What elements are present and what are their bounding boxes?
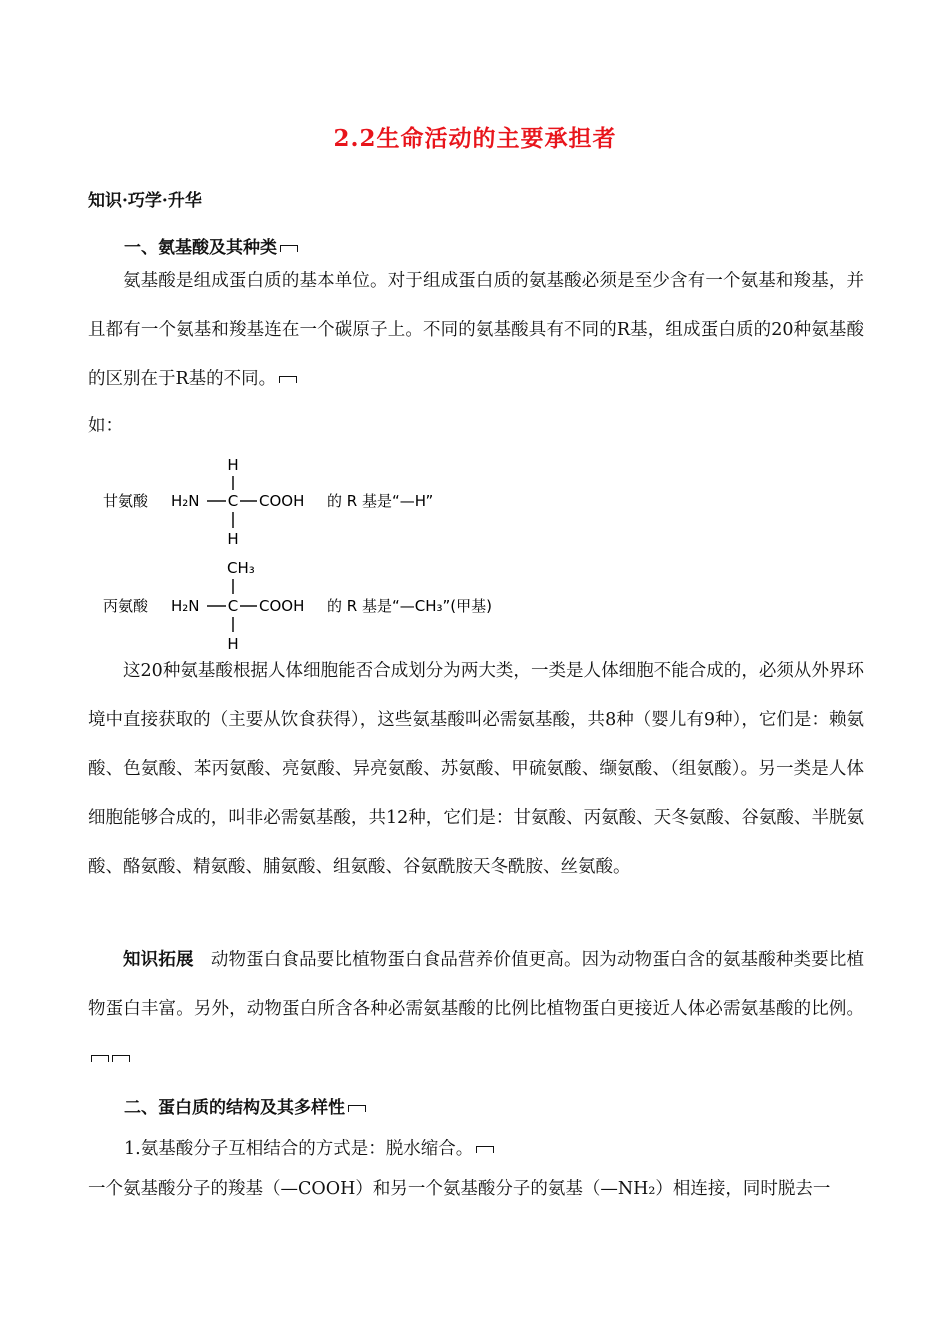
paragraph-last-line: 一个氨基酸分子的羧基（—COOH）和另一个氨基酸分子的氨基（—NH₂）相连接，同时脱去一 — [88, 1179, 831, 1199]
paragraph-classification: 这20种氨基酸根据人体细胞能否合成划分为两大类，一类是人体细胞不能合成的，必须从外界环境中直接获取的（主要从饮食获得），这些氨基酸叫必需氨基酸，共8种（婴儿有9种），它们是：赖氨酸、色氨酸、苯丙氨酸、亮氨酸、异亮氨酸、苏氨酸、甲硫氨酸、缬氨酸、（组氨酸）。另一类是人体细胞能够合成的，叫非必需氨基酸，共12种，它们是：甘氨酸、丙氨酸、天冬氨酸、谷氨酸、半胱氨酸、酪氨酸、精氨酸、脯氨酸、组氨酸、谷氨酰胺天冬酰胺、丝氨酸。 — [88, 661, 864, 877]
edit-mark-icon — [476, 1146, 494, 1153]
page-title: 2.2生命活动的主要承担者 — [333, 125, 617, 152]
edit-mark-icon — [280, 245, 298, 252]
heading-text: 一、氨基酸及其种类 — [124, 238, 277, 258]
edit-mark-icon — [279, 376, 297, 383]
gly-top-group: H — [227, 456, 239, 474]
gly-carboxyl-group: COOH — [259, 492, 305, 510]
list-item-text: 1.氨基酸分子互相结合的方式是：脱水缩合。 — [124, 1139, 474, 1159]
edit-mark-icon — [91, 1055, 109, 1062]
heading-amino-acids — [124, 233, 298, 258]
gly-bottom-group: H — [227, 530, 239, 548]
heading-protein-structure — [124, 1093, 366, 1118]
edit-mark-icon — [348, 1105, 366, 1112]
gly-amino-group: H₂N — [171, 492, 200, 510]
paragraph-intro — [88, 257, 864, 404]
extension-text: 动物蛋白食品要比植物蛋白食品营养价值更高。因为动物蛋白含的氨基酸种类要比植物蛋白丰富。另外，动物蛋白所含各种必需氨基酸的比例比植物蛋白更接近人体必需氨基酸的比例。 — [88, 950, 865, 1019]
ala-name: 丙氨酸 — [103, 597, 149, 615]
paragraph-extension — [88, 936, 864, 1083]
gly-carbon: C — [227, 492, 239, 510]
ala-r-group-desc: 的 R 基是“—CH₃”(甲基) — [327, 597, 492, 615]
example-label: 如： — [88, 416, 123, 436]
paragraph-text: 氨基酸是组成蛋白质的基本单位。对于组成蛋白质的氨基酸必须是至少含有一个氨基和羧基，并且都有一个氨基和羧基连在一个碳原子上。不同的氨基酸具有不同的R基，组成蛋白质的20种氨基酸的区别在于R基的不同。 — [88, 271, 864, 389]
ala-carbon: C — [227, 597, 239, 615]
gly-r-group-desc: 的 R 基是“—H” — [327, 492, 434, 510]
ala-bottom-group: H — [227, 635, 239, 653]
edit-mark-icon — [112, 1055, 130, 1062]
heading-text: 二、蛋白质的结构及其多样性 — [124, 1098, 345, 1118]
ala-top-group: CH₃ — [227, 559, 255, 577]
ala-amino-group: H₂N — [171, 597, 200, 615]
extension-label: 知识拓展 — [123, 950, 194, 970]
list-item-1 — [124, 1135, 494, 1160]
amino-acid-structure-diagram — [95, 450, 555, 655]
section-label: 知识·巧学·升华 — [88, 191, 202, 211]
ala-carboxyl-group: COOH — [259, 597, 305, 615]
gly-name: 甘氨酸 — [103, 492, 149, 510]
